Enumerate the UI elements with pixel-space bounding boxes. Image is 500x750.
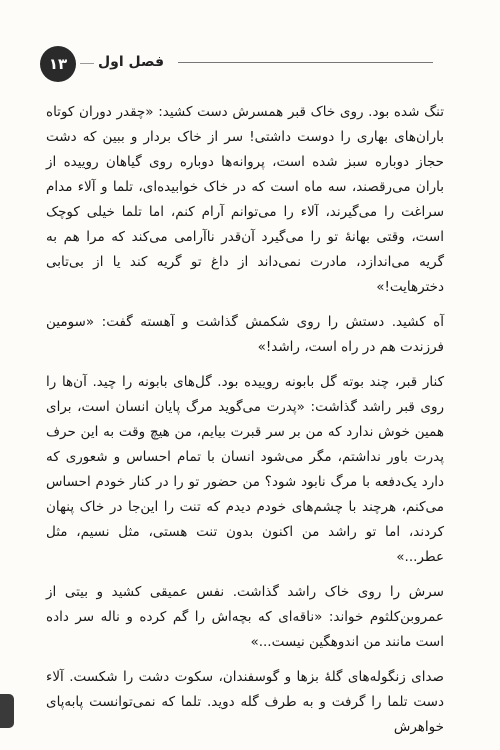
paragraph: سرش را روی خاک راشد گذاشت. نفس عمیقی کشید و بیتی از عمروبن‌کلثوم خواند: «ناقه‌ای که بچه‌اش را گم کرده و ناله سر داده است مانند من اندوهگین نیست...»: [46, 584, 444, 650]
paragraph: صدای زنگوله‌های گلهٔ بزها و گوسفندان، سکوت دشت را شکست. آلاء دست تلما را گرفت و به طرف گله دوید. تلما که نمی‌توانست پابه‌پای خواهرش: [46, 669, 444, 735]
paragraph: آه کشید. دستش را روی شکمش گذاشت و آهسته گفت: «سومین فرزندت هم در راه است، راشد!»: [46, 314, 444, 355]
paragraph: کنار قبر، چند بوته گل بابونه روییده بود. گل‌های بابونه را چید. آن‌ها را روی قبر راشد گذاشت: «پدرت می‌گوید مرگ پایان انسان است، برای همین خوش ندارد که من بر سر قبرت بیایم، من هیچ وقت به این حرف پدرت باور نداشتم، مگر می‌شود انسان با تمام احساس و شعوری که دارد یک‌دفعه با مرگ نابود شود؟ من حضور تو را در کنار خودم احساس می‌کنم، هرچند با چشم‌های خودم دیدم که تنت را این‌جا در خاک پنهان کردند، اما تو راشد من اکنون بدون تنت هستی، مثل نسیم، مثل عطر...»: [46, 374, 444, 565]
publisher-logo-icon: [0, 694, 14, 728]
paragraph: تنگ شده بود. روی خاک قبر همسرش دست کشید: «چقدر دوران کوتاه باران‌های بهاری را دوست داشتی! سر از خاک بردار و ببین که دشت حجاز دوباره سبز شده است، پروانه‌ها دوباره روی گیاهان روییده از باران می‌رقصند، سه ماه است که در خاک خوابیده‌ای، تلما و آلاء مدام سراغت را می‌گیرند، آلاء را می‌توانم آرام کنم، اما تلما خیلی کوچک است، وقتی بهانهٔ تو را می‌گیرد آن‌قدر ناآرامی می‌کند که مرا هم به گریه می‌اندازد، مادرت نمی‌داند از داغ تو گریه کند یا از بی‌تابی دخترهایت!»: [46, 104, 444, 295]
header-rule: [178, 62, 433, 63]
page-number: ۱۳: [40, 46, 76, 82]
chapter-title: فصل اول: [98, 54, 164, 70]
header-divider: [80, 63, 94, 64]
body-text: [46, 100, 444, 750]
